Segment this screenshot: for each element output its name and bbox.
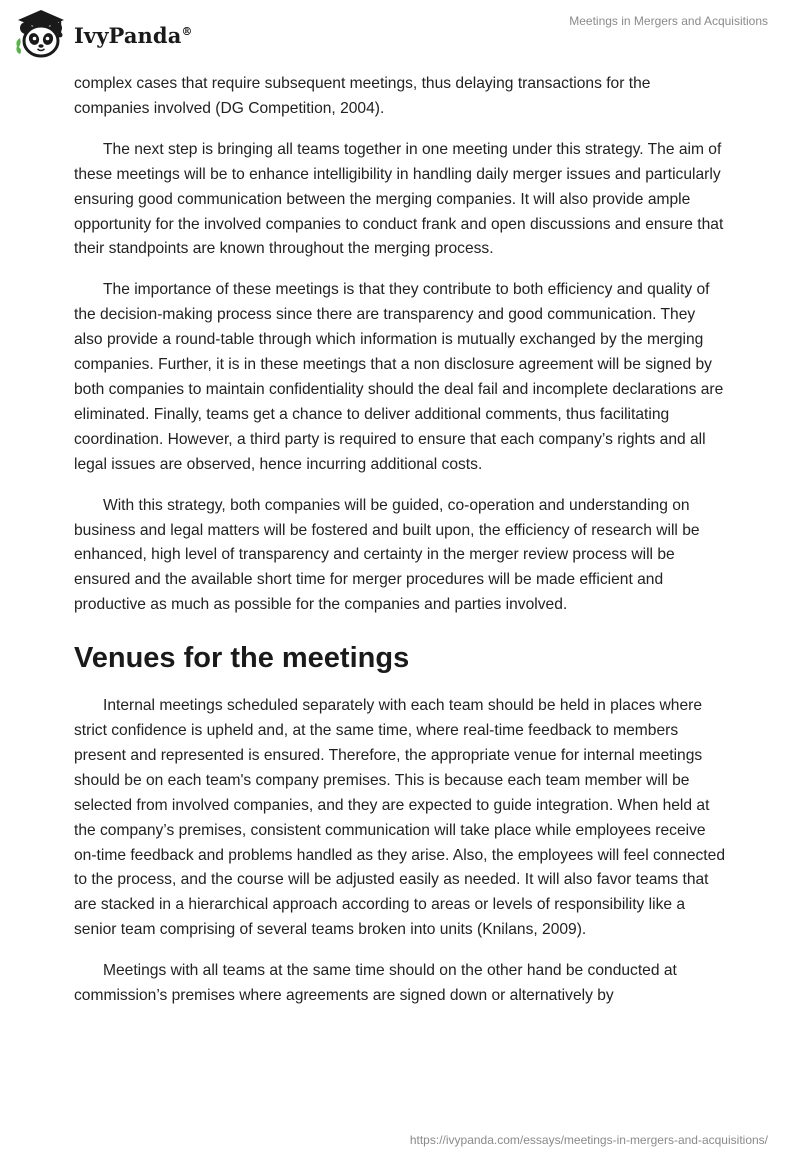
page-header [0, 0, 800, 70]
essay-content [74, 72, 726, 1025]
section-heading: Venues for the meetings [74, 642, 410, 675]
paragraph: complex cases that require subsequent meetings, thus delaying transactions for the companies involved (DG Competition, 2004). [74, 75, 651, 117]
paragraph: Meetings with all teams at the same time should on the other hand be conducted at commission’s premises where agreements are signed down or alternatively by [74, 962, 677, 1005]
paragraph: The next step is bringing all teams together in one meeting under this strategy. The aim of these meetings will be to enhance intelligibility in handling daily merger issues and particularly ensuring good communication between the merging companies. It will also provide ample opportunity for the involved companies to conduct frank and open discussions and ensure that their standpoints are known throughout the merging process. [74, 140, 724, 258]
panda-logo-icon [14, 8, 68, 60]
brand-logo[interactable] [14, 8, 193, 60]
document-title: Meetings in Mergers and Acquisitions [569, 14, 768, 28]
paragraph: With this strategy, both companies will be guided, co-operation and understanding on business and legal matters will be fostered and built upon, the efficiency of research will be enhanced, high level of transparency and certainty in the merger review process will be ensured and the available short time for merger procedures will be made efficient and productive as much as possible for the companies and parties involved. [74, 496, 700, 614]
source-url-link[interactable]: https://ivypanda.com/essays/meetings-in-mergers-and-acquisitions/ [409, 1133, 768, 1147]
brand-name: IvyPanda® [74, 22, 193, 48]
paragraph: Internal meetings scheduled separately with each team should be held in places where strict confidence is upheld and, at the same time, where real-time feedback to members present and represented is ensured. Therefore, the appropriate venue for internal meetings should be on each team's company premises. This is because each team member will be selected from involved companies, and they are expected to guide integration. When held at the company’s premises, consistent communication will take place while employees receive on-time feedback and problems handled as they arise. Also, the employees will feel connected to the process, and the course will be adjusted easily as needed. It will also favor teams that are stacked in a hierarchical approach according to areas or levels of responsibility like a senior team comprising of several teams broken into units (Knilans, 2009). [74, 697, 725, 939]
paragraph: The importance of these meetings is that they contribute to both efficiency and quality of the decision-making process since there are transparency and good communication. They also provide a round-table through which information is mutually exchanged by the merging companies. Further, it is in these meetings that a non disclosure agreement will be signed by both companies to maintain confidentiality should the deal fail and incomplete declarations are eliminated. Finally, teams get a chance to deliver additional comments, thus facilitating coordination. However, a third party is required to ensure that each company’s rights and all legal issues are observed, hence incurring additional costs. [74, 281, 724, 473]
